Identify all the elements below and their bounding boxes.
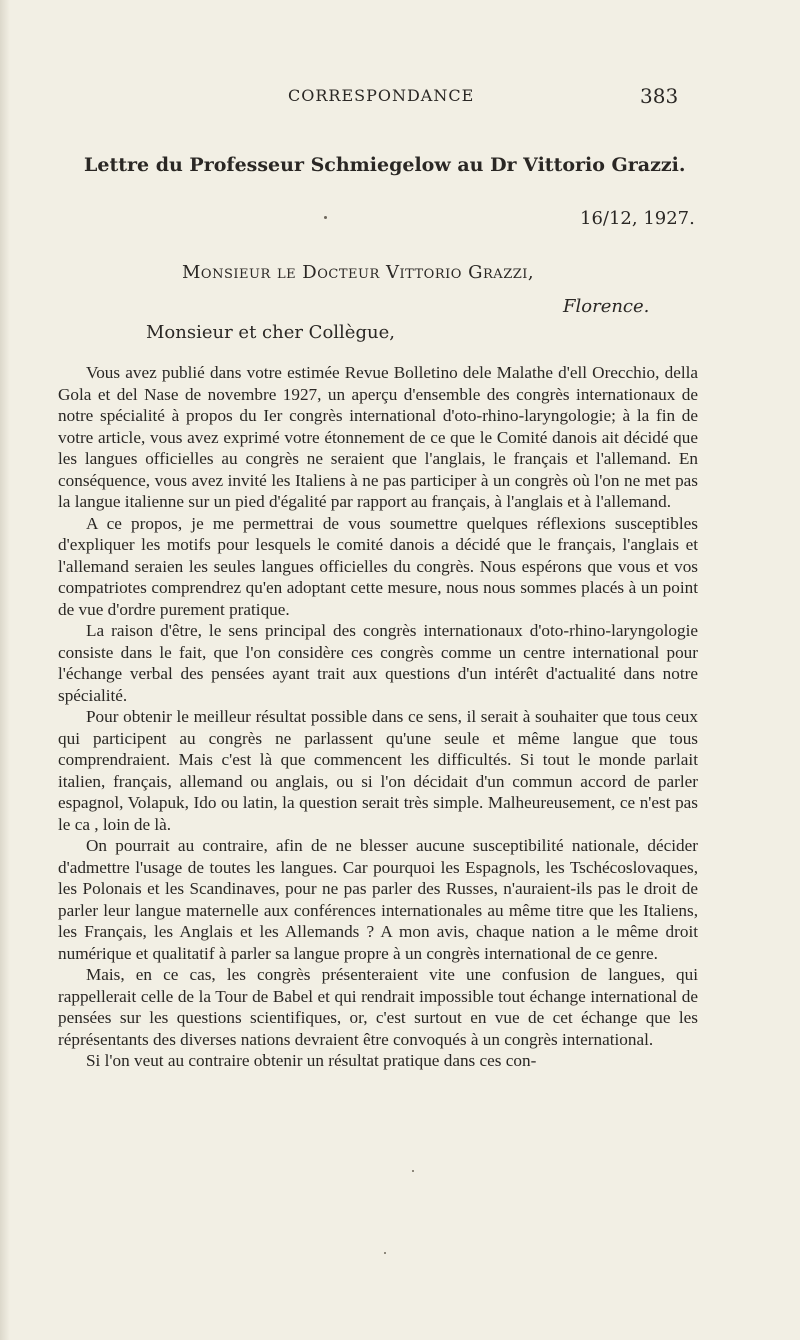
letter-body xyxy=(58,362,698,1072)
letter-city: Florence. xyxy=(563,296,650,317)
running-head: CORRESPONDANCE xyxy=(288,86,475,105)
paragraph: Pour obtenir le meilleur résultat possible dans ce sens, il serait à souhaiter que tous ceux qui participent au congrès ne parlassent qu'une seule et même langue que tous comprendraient. Mais c'est là que commencent les difficultés. Si tout le monde parlait italien, français, allemand ou anglais, ou si l'on décidait d'un commun accord de parler espagnol, Volapuk, Ido ou latin, la question serait très simple. Malheureusement, ce n'est pas le ca , loin de là. xyxy=(58,707,698,834)
paragraph: La raison d'être, le sens principal des congrès internationaux d'oto-rhino-laryngologie consiste dans le fait, que l'on considère ces congrès comme un centre international pour l'échange verbal des pensées ayant trait aux questions d'un intérêt d'actualité dans notre spécialité. xyxy=(58,621,698,705)
paragraph: On pourrait au contraire, afin de ne blesser aucune susceptibilité nationale, décider d'admettre l'usage de toutes les langues. Car pourquoi les Espagnols, les Tschécoslovaques, les Polonais et les Scandinaves, pour ne pas parler des Russes, n'auraient-ils pas le droit de parler leur langue maternelle aux conférences internationales au même titre que les Italiens, les Français, les Anglais et les Allemands ? A mon avis, chaque nation a le même droit numérique et qualitatif à parler sa langue propre à un congrès international de ce genre. xyxy=(58,836,698,963)
letter-salutation: Monsieur et cher Collègue, xyxy=(146,322,395,343)
paper-speck xyxy=(324,216,327,219)
letter-title: Lettre du Professeur Schmiegelow au Dr Vittorio Grazzi. xyxy=(84,154,686,176)
letter-date: 16/12, 1927. xyxy=(580,208,695,229)
paragraph: Vous avez publié dans votre estimée Revue Bolletino dele Malathe d'ell Orecchio, della Gola et del Nase de novembre 1927, un aperçu d'ensemble des congrès internationaux de notre spécialité à propos du Ier congrès international d'oto-rhino-laryngologie; à la fin de votre article, vous avez exprimé votre étonnement de ce que le Comité danois ait décidé que les langues officielles au congrès ne seraient que l'anglais, le français et l'allemand. En conséquence, vous avez invité les Italiens à ne pas participer à un congrès où l'on ne met pas la langue italienne sur un pied d'égalité par rapport au français, à l'anglais et à l'allemand. xyxy=(58,363,698,511)
paper-speck xyxy=(412,1170,414,1172)
paragraph: A ce propos, je me permettrai de vous soumettre quelques réflexions susceptibles d'expliquer les motifs pour lesquels le comité danois a décidé que le français, l'anglais et l'allemand seraien les seules langues officielles du congrès. Nous espérons que vous et vos compatriotes comprendrez qu'en adoptant cette mesure, nous nous sommes placés à un point de vue d'ordre purement pratique. xyxy=(58,513,698,619)
paragraph: Mais, en ce cas, les congrès présenteraient vite une confusion de langues, qui rappellerait celle de la Tour de Babel et qui rendrait impossible tout échange international de pensées sur les questions scientifiques, or, c'est surtout en vue de cet échange que les réprésentants des diverses nations devraient être convoqués à un congrès international. xyxy=(58,965,698,1049)
page-number: 383 xyxy=(640,84,679,108)
paper-speck xyxy=(384,1252,386,1254)
page-header xyxy=(0,86,800,110)
page-edge-shadow xyxy=(0,0,10,1340)
paragraph: Si l'on veut au contraire obtenir un résultat pratique dans ces con- xyxy=(86,1051,537,1070)
letter-addressee: Monsieur le Docteur Vittorio Grazzi, xyxy=(182,262,535,283)
